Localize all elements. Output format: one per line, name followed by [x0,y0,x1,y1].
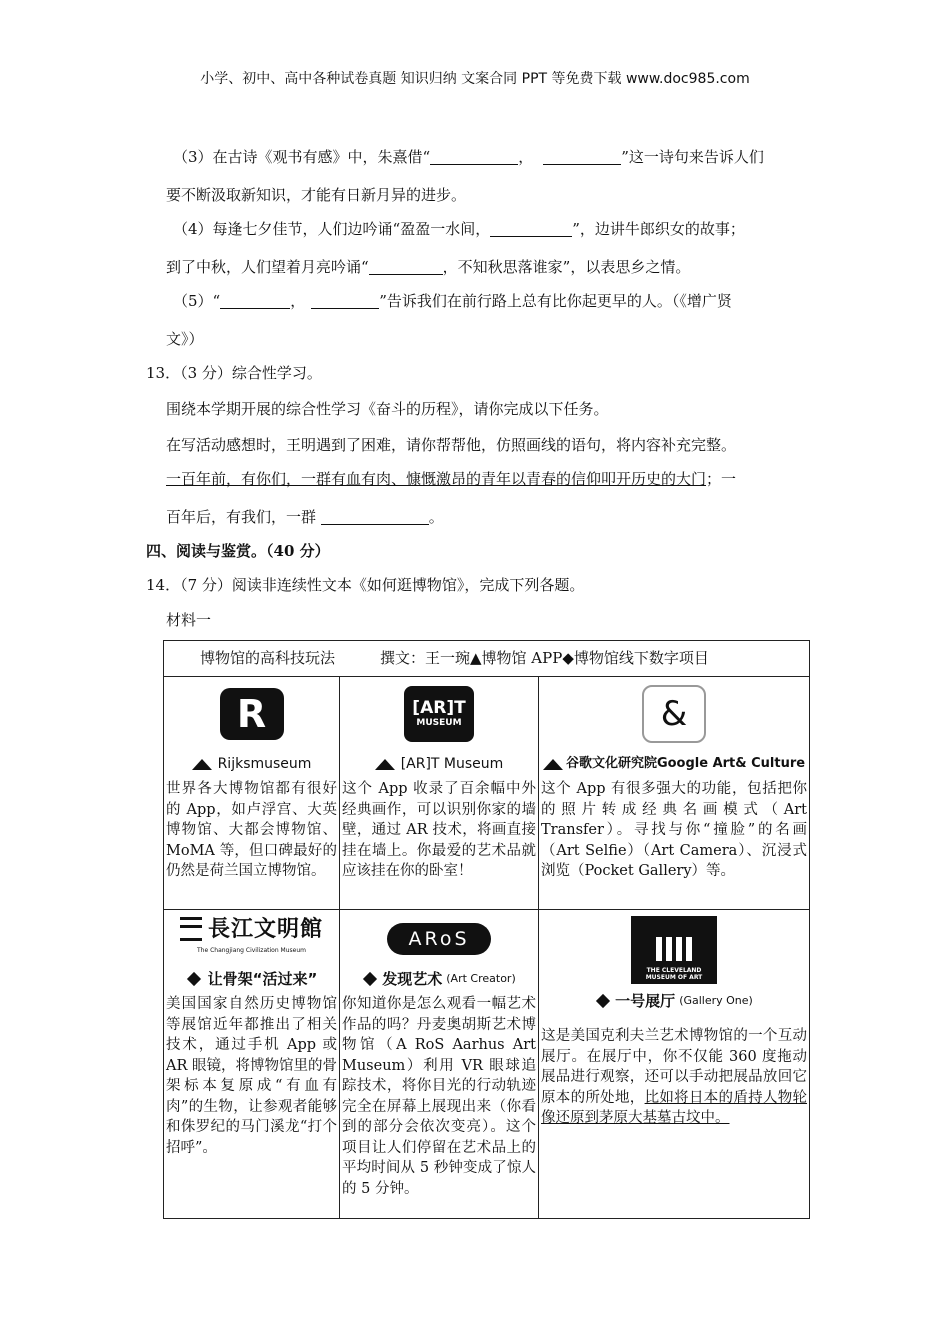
blank-3a[interactable] [430,149,518,165]
changjiang-logo-icon [180,917,202,941]
google-arts-logo-glyph: & [660,693,688,734]
cleveland-text [539,1026,809,1129]
cell-cleveland [539,910,810,1219]
diamond-icon [187,972,201,986]
cleveland-text-underlined: 比如将日本的盾持人物轮像还原到茅原大基墓古坟中。 [541,1089,808,1126]
triangle-icon [543,759,563,770]
q12-item-4-line2 [166,256,690,277]
cell-changjiang [164,910,340,1219]
cleveland-logo-subtext: MUSEUM OF ART [645,974,703,981]
q12-5-text-b: ， [290,292,306,310]
section-4-heading: 四、阅读与鉴赏。（40 分） [146,542,330,560]
q12-4-text-b: ”，边讲牛郎织女的故事； [572,220,745,238]
q12-item-5-line2: 文》） [166,330,204,348]
changjiang-logo-subtext: The Changjiang Civilization Museum [197,946,306,954]
aros-text: 你知道你是怎么观看一幅艺术作品的吗？丹麦奥胡斯艺术博物馆（A RoS Aarhus Art Museum）利用 VR 眼球追踪技术，将你目光的行动轨迹完全在屏幕上展现出来（你看到的部分会依次变亮）。这个项目让人们停留在艺术品上的平均时间从 5 秒钟变成了惊人的 5 分钟。 [342,996,536,1197]
blank-13[interactable] [321,509,429,525]
google-arts-logo-icon [642,685,706,743]
q13-underlined-sentence: 一百年前，有你们，一群有血有肉、慷慨激昂的青年以青春的信仰叩开历史的大门 [166,470,707,488]
google-arts-text: 这个 App 有很多强大的功能，包括把你的照片转成经典名画模式（Art Transfer）。寻找与你“撞脸”的名画（Art Selfie）（Art Camera）、沉浸式浏览（Pocket Gallery）等。 [541,781,808,879]
blank-3b[interactable] [543,149,621,165]
art-museum-text: 这个 App 收录了百余幅中外经典画作，可以识别你家的墙壁，通过 AR 技术，将画直接挂在墙上。你最爱的艺术品就应该挂在你的卧室！ [342,781,536,879]
q13-after-underline: ；一 [706,470,737,488]
q12-5-text-a: （5）“ [173,292,221,310]
blank-5a[interactable] [220,293,290,309]
q12-5-text-c: ”告诉我们在前行路上总有比你起更早的人。（《增广贤 [379,292,732,310]
blank-4b[interactable] [369,259,443,275]
q13-line2-b: 。 [428,508,444,526]
q14-title: 14．（7 分）阅读非连续性文本《如何逛博物馆》，完成下列各题。 [146,576,585,594]
rijksmuseum-logo-icon [220,688,284,740]
art-museum-logo-subtext: MUSEUM [416,718,462,728]
blank-5b[interactable] [311,293,379,309]
q12-3-text-c: ”这一诗句来告诉人们 [621,148,764,166]
material-one-label: 材料一 [166,611,212,629]
q13-task: 在写活动感想时，王明遇到了困难，请你帮帮他，仿照画线的语句，将内容补充完整。 [166,436,737,454]
q12-4-text-d: ，不知秋思落谁家”，以表思乡之情。 [442,258,691,276]
cell-google-art [539,677,810,910]
cell-aros [340,910,539,1219]
aros-caption-en: (Art Creator) [446,971,516,985]
table-header: 博物馆的高科技玩法 撰文：王一琬▲博物馆 APP◆博物馆线下数字项目 [164,641,810,677]
cleveland-logo-text: THE CLEVELAND [646,967,702,974]
q12-4-text-a: （4）每逢七夕佳节，人们边吟诵“盈盈一水间， [173,220,491,238]
aros-logo-text: ARoS [408,927,470,950]
art-museum-logo-text: [AR]T [412,698,466,718]
museum-tech-table [163,640,810,1219]
q12-4-text-c: 到了中秋，人们望着月亮吟诵“ [166,258,369,276]
q12-item-4-line1 [173,218,745,239]
q12-item-3-line2: 要不断汲取新知识，才能有日新月异的进步。 [166,186,467,204]
aros-caption: 发现艺术 [382,969,443,988]
cleveland-caption: 一号展厅 [615,991,676,1010]
cleveland-text-main: 这是美国克利夫兰艺术博物馆的一个互动展厅。在展厅中，你不仅能 360 度拖动展品进行观察，还可以手动把展品放回它原本的所处地， [541,1028,808,1106]
q12-item-3-line1 [173,146,764,167]
changjiang-logo-text: 長江文明館 [207,915,323,942]
aros-logo-icon [387,923,491,955]
q12-3-text-a: （3）在古诗《观书有感》中，朱熹借“ [173,148,431,166]
cell-rijksmuseum [164,677,340,910]
triangle-icon [375,759,395,770]
q13-line2-a: 百年后，有我们，一群 [166,508,321,526]
triangle-icon [192,759,212,770]
diamond-icon [363,972,377,986]
rijksmuseum-logo-letter: R [236,692,267,736]
art-museum-caption: [AR]T Museum [400,755,504,772]
q13-intro: 围绕本学期开展的综合性学习《奋斗的历程》，请你完成以下任务。 [166,400,609,418]
q13-example-line [166,468,736,489]
cleveland-caption-en: (Gallery One) [679,993,753,1007]
page-header: 小学、初中、高中各种试卷真题 知识归纳 文案合同 PPT 等免费下载 www.doc985.com [200,71,750,87]
rijksmuseum-caption: Rijksmuseum [217,755,312,772]
q12-item-5-line1 [173,290,732,311]
rijksmuseum-text: 世界各大博物馆都有很好的 App，如卢浮宫、大英博物馆、大都会博物馆、MoMA 等，但口碑最好的仍然是荷兰国立博物馆。 [166,781,337,879]
q13-title: 13．（3 分）综合性学习。 [146,364,322,382]
cell-art-museum [340,677,539,910]
google-arts-caption: 谷歌文化研究院Google Art& Culture [565,755,806,771]
cleveland-logo-icon [631,916,717,984]
art-museum-logo-icon [404,686,474,742]
q13-answer-line [166,506,444,527]
diamond-icon [596,994,610,1008]
changjiang-text: 美国国家自然历史博物馆等展馆近年都推出了相关技术，通过手机 App 或 AR 眼镜，将博物馆里的骨架标本复原成“有血有肉”的生物，让参观者能够和侏罗纪的马门溪龙“打个招呼”。 [166,996,337,1156]
changjiang-caption: 让骨架“活过来” [207,969,318,988]
q12-3-text-b: ， [518,148,534,166]
blank-4a[interactable] [490,221,572,237]
